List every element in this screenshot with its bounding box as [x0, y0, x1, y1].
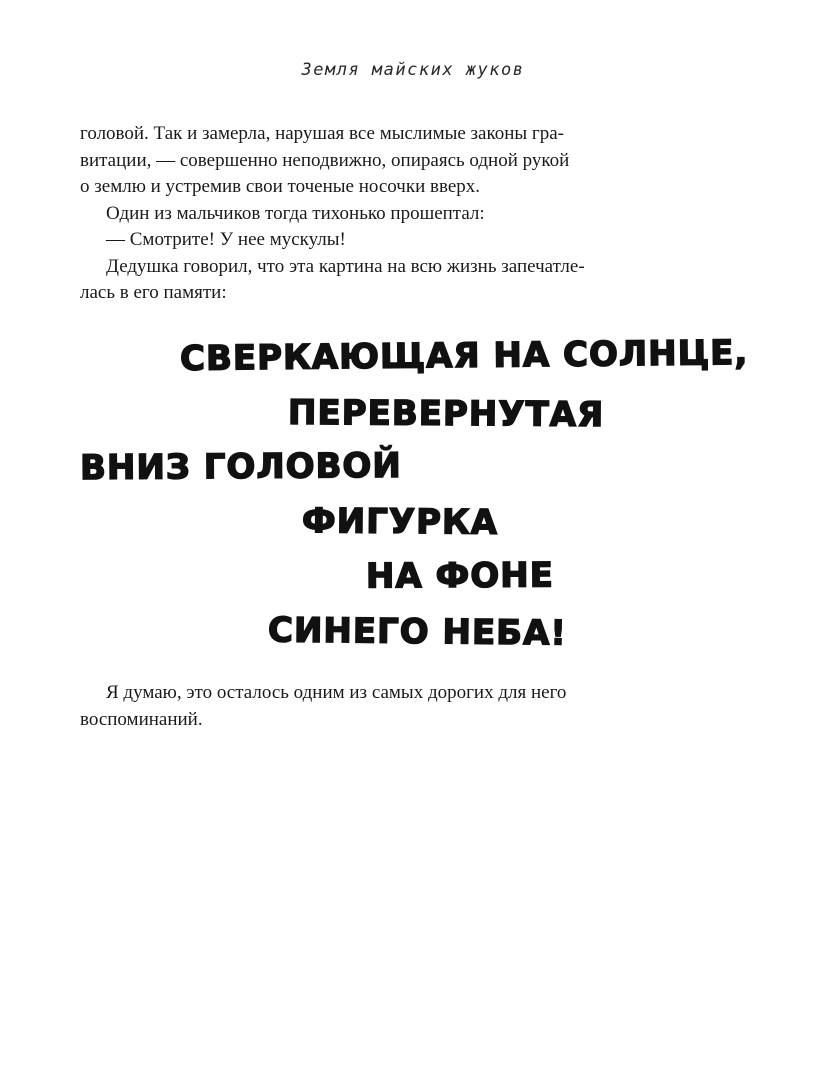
display-line: СИНЕГО НЕБА!	[267, 610, 568, 654]
body-text-bottom	[80, 680, 700, 733]
display-line: ВНИЗ ГОЛОВОЙ	[79, 445, 402, 489]
text-line: головой. Так и замерла, нарушая все мыслимые законы гра-	[80, 123, 564, 144]
display-line: ФИГУРКА	[301, 501, 499, 543]
display-line: СВЕРКАЮЩАЯ НА СОЛНЦЕ,	[179, 333, 749, 379]
text-line: Один из мальчиков тогда тихонько прошептал:	[106, 202, 485, 224]
display-line: ПЕРЕВЕРНУТАЯ	[287, 392, 605, 436]
text-line: Я думаю, это осталось одним из самых дорогих для него	[106, 682, 567, 703]
text-line: лась в его памяти:	[80, 282, 227, 303]
text-line: Дедушка говорил, что эта картина на всю жизнь запечатле-	[106, 255, 585, 277]
display-line: НА ФОНЕ	[365, 555, 555, 597]
running-title: Земля майских жуков	[301, 60, 525, 80]
text-line: о землю и устремив свои точеные носочки вверх.	[80, 176, 481, 197]
text-line: — Смотрите! У нее мускулы!	[106, 229, 346, 250]
text-line: витации, — совершенно неподвижно, опираясь одной рукой	[80, 149, 570, 171]
text-line: воспоминаний.	[80, 708, 203, 730]
body-text-top	[80, 121, 700, 307]
